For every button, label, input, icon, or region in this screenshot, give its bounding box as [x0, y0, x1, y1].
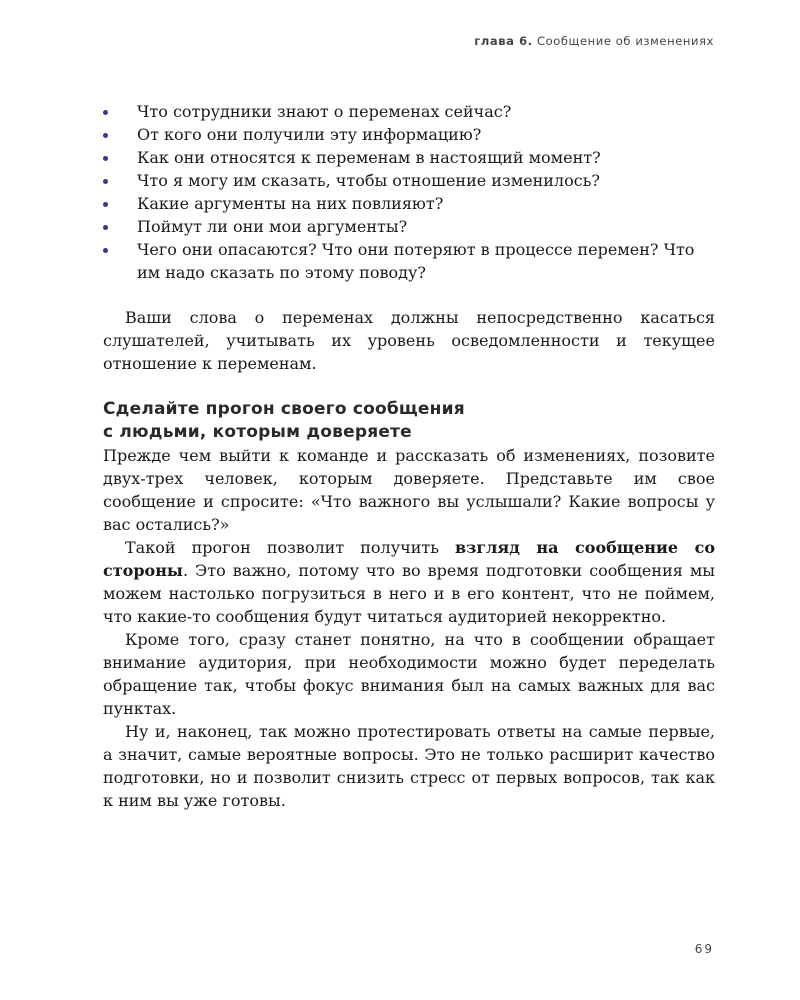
bullet-icon [103, 156, 108, 161]
bullet-icon [103, 202, 108, 207]
body-paragraph-4: Ну и, наконец, так можно протестировать ответы на самые первые, а значит, самые вероятные вопросы. Это не только расширит качество подготовки, но и позволит снизить стресс от первых вопросов, так как к ним вы уже готовы. [103, 722, 715, 810]
chapter-title: Сообщение об изменениях [536, 34, 714, 48]
list-item: Какие аргументы на них повлияют? [103, 192, 715, 215]
section-heading [103, 398, 715, 444]
page-number: 69 [694, 942, 714, 956]
list-item: Как они относятся к переменам в настоящий момент? [103, 146, 715, 169]
running-header [474, 34, 714, 48]
bullet-icon [103, 248, 108, 253]
list-item: Что сотрудники знают о переменах сейчас? [103, 100, 715, 123]
page-content [103, 100, 715, 812]
list-item: Что я могу им сказать, чтобы отношение изменилось? [103, 169, 715, 192]
body-paragraph-3: Кроме того, сразу станет понятно, на что в сообщении обращает внимание аудитория, при необходимости можно будет переделать обращение так, чтобы фокус внимания был на самых важных для вас пунктах. [103, 630, 715, 718]
intro-paragraph: Ваши слова о переменах должны непосредственно касаться слушателей, учитывать их уровень осведомленности и текущее отношение к переменам. [103, 308, 715, 373]
bullet-icon [103, 179, 108, 184]
list-item: Чего они опасаются? Что они потеряют в процессе перемен? Что им надо сказать по этому поводу? [103, 238, 715, 284]
bullet-icon [103, 133, 108, 138]
body-paragraph-2: Такой прогон позволит получить взгляд на сообщение со стороны. Это важно, потому что во время подготовки сообщения мы можем настолько погрузиться в него и в его контент, что не поймем, что какие-то сообщения будут читаться аудиторией некорректно. [103, 538, 716, 626]
section-heading-line-2: с людьми, которым доверяете [103, 422, 412, 442]
bullet-icon [103, 225, 108, 230]
chapter-label: глава 6. [474, 34, 533, 48]
body-paragraph-1: Прежде чем выйти к команде и рассказать об изменениях, позовите двух-трех человек, которым доверяете. Представьте им свое сообщение и спросите: «Что важного вы услышали? Какие вопросы у вас остались?» [103, 446, 715, 534]
question-list [103, 100, 715, 284]
bullet-icon [103, 110, 108, 115]
section-heading-line-1: Сделайте прогон своего сообщения [103, 399, 465, 419]
list-item: От кого они получили эту информацию? [103, 123, 715, 146]
emphasis-text: взгляд на сообщение со стороны [103, 538, 716, 580]
list-item: Поймут ли они мои аргументы? [103, 215, 715, 238]
